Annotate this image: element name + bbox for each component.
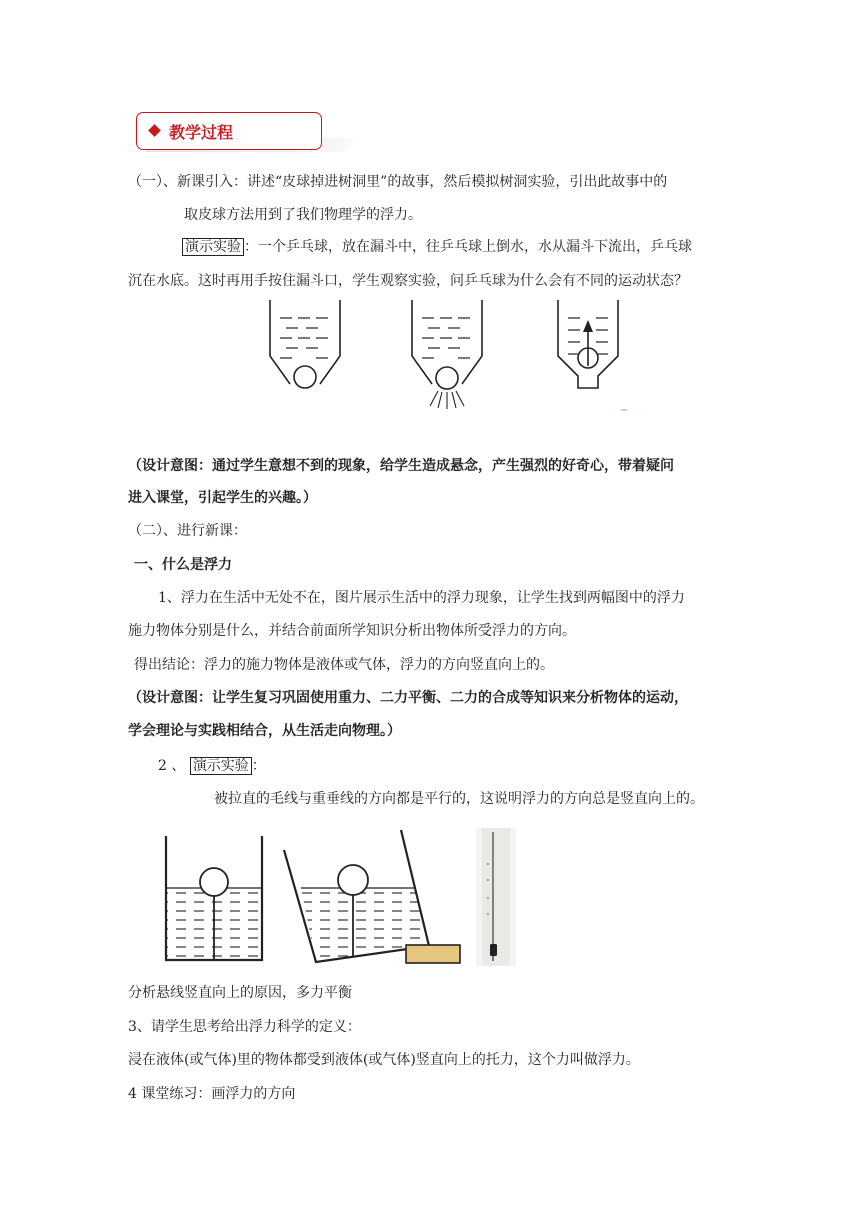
funnel-diagram-2 [412,300,482,409]
funnel-diagrams [260,296,640,416]
funnel-diagram-1 [270,300,340,388]
intro-line-1: （一）、新课引入：讲述“皮球掉进树洞里”的故事，然后模拟树洞实验，引出此故事中的 [128,174,668,190]
water-drip-lines [430,391,464,409]
analysis-text: 分析悬线竖直向上的原因，多力平衡 [128,985,352,1001]
up-arrow-icon [583,320,593,332]
plumb-line-photo [476,828,516,966]
upright-container [166,836,262,960]
point-2-colon: ： [251,758,266,774]
demo-label-box: 演示实验 [182,238,244,256]
design-intent-1-line-1: （设计意图：通过学生意想不到的现象，给学生造成悬念，产生强烈的好奇心，带着疑问 [128,458,674,474]
section-title: 教学过程 [169,123,234,142]
intro-demo-line [182,238,692,256]
point-2-description: 被拉直的毛线与重垂线的方向都是平行的，这说明浮力的方向总是竖直向上的。 [214,791,704,807]
design-intent-1-line-2: 进入课堂，引起学生的兴趣。） [128,490,317,506]
intro-demo-text: ：一个乒乓球，放在漏斗中，往乒乓球上倒水，水从漏斗下流出，乒乓球 [244,239,692,255]
point-1-line-1: 1、浮力在生活中无处不在，图片展示生活中的浮力现象，让学生找到两幅图中的浮力 [158,590,685,606]
intro-line-2: 取皮球方法用到了我们物理学的浮力。 [184,207,422,223]
conclusion: 得出结论：浮力的施力物体是液体或气体，浮力的方向竖直向上的。 [134,657,554,673]
diamond-bullet-icon [148,124,161,137]
wood-block [406,945,460,963]
point-2-line [158,757,266,775]
funnel-diagram-3 [558,300,618,388]
new-lesson-heading: （二）、进行新课： [128,523,247,539]
point-3: 3、请学生思考给出浮力科学的定义： [128,1019,361,1035]
tilted-container [284,830,429,962]
floating-ball-diagrams [156,826,476,968]
design-intent-2-line-1: （设计意图：让学生复习巩固使用重力、二力平衡、二力的合成等知识来分析物体的运动， [128,690,688,706]
section-heading-tab [136,112,322,150]
point-1-line-2: 施力物体分别是什么，并结合前面所学知识分析出物体所受浮力的方向。 [128,623,576,639]
point-4: 4 课堂练习：画浮力的方向 [128,1086,296,1102]
demo-label-box-2: 演示实验 [190,757,252,775]
intro-line-4: 沉在水底。这时再用手按住漏斗口，学生观察实验，问乒乓球为什么会有不同的运动状态？ [128,273,688,289]
design-intent-2-line-2: 学会理论与实践相结合，从生活走向物理。） [128,723,401,739]
subheading-what-is-buoyancy: 一、什么是浮力 [134,557,232,573]
point-2-number: 2 、 [158,758,186,774]
definition: 浸在液体(或气体)里的物体都受到液体(或气体)竖直向上的托力，这个力叫做浮力。 [128,1052,640,1068]
